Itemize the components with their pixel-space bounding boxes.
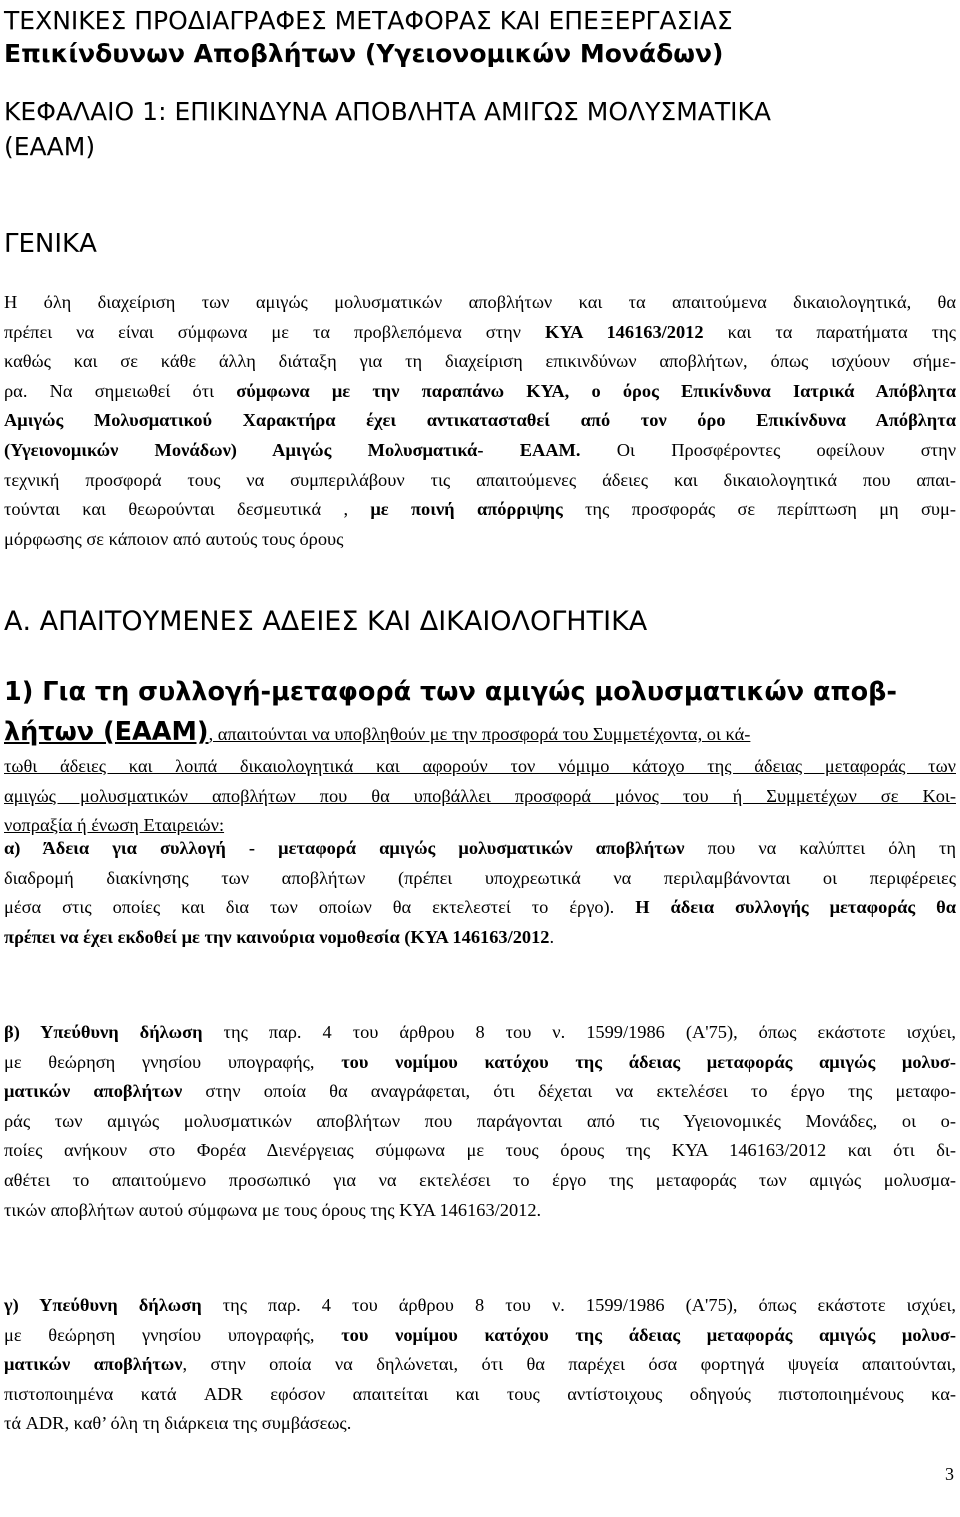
paragraph-line [4,377,956,407]
kya-reference: ΚΥΑ 146163/2012 [545,321,704,342]
paragraph-line [4,495,956,525]
paragraph-line [4,1291,956,1321]
paragraph-line: τά ADR, καθ’ όλη τη διάρκεια της συμβάσεως. [4,1413,352,1434]
paragraph-line [4,834,956,864]
text-run: της παρ. 4 του άρθρου 8 του ν. 1599/1986 (Α'75), όπως εκάστοτε ισχύει, [201,1295,956,1315]
paragraph-line: αμιγώς μολυσματικών αποβλήτων που θα υποβάλλει προσφορά μόνος του ή Συμμετέχων σε Κοι- [4,785,956,806]
paragraph-line: διαδρομή διακίνησης των αποβλήτων (πρέπει υποχρεωτικά να περιλαμβάνονται οι περιφέρειες [4,867,956,888]
text-run: , στην οποία να δηλώνεται, ότι θα παρέχει όσα φορτηγά ψυγεία απαιτούνται, [182,1354,956,1375]
document-title-line1: ΤΕΧΝΙΚΕΣ ΠΡΟΔΙΑΓΡΑΦΕΣ ΜΕΤΑΦΟΡΑΣ ΚΑΙ ΕΠΕΞΕΡΓΑΣΙΑΣ [4,6,733,35]
chapter-heading [4,94,956,164]
paragraph-line [4,1048,956,1078]
paragraph-line: πιστοποιημένα κατά ADR εφόσον απαιτείται και τους αντίστοιχους οδηγούς πιστοποιημένους κα- [4,1383,956,1404]
text-run: . [549,926,555,947]
chapter-heading-line1: ΚΕΦΑΛΑΙΟ 1: ΕΠΙΚΙΝΔΥΝΑ ΑΠΟΒΛΗΤΑ ΑΜΙΓΩΣ ΜΟΛΥΣΜΑΤΙΚΑ [4,97,772,126]
paragraph-line [4,1077,956,1107]
bold-text: του νομίμου κατόχου της άδειας μεταφοράς αμιγώς μολυσ- [341,1324,956,1345]
paragraph-line [4,525,956,555]
text-run: τούνται και θεωρούνται δεσμευτικά , [4,499,371,520]
paragraph-line [4,1018,956,1048]
item-b [4,1018,956,1225]
text-run: πρέπει να είναι σύμφωνα με τα προβλεπόμενα στην [4,321,546,342]
document-title-line2: Επικίνδυνων Αποβλήτων (Υγειονομικών Μονάδων) [4,39,724,68]
text-run: Η όλη διαχείριση των αμιγώς μολυσματικών αποβλήτων και τα απαιτούμενα δικαιολογητικά, θα [4,292,956,312]
bold-text: πρέπει να έχει εκδοθεί με την καινούρια νομοθεσία (ΚΥΑ 146163/2012 [4,926,550,947]
bold-text: (Υγειονομικών Μονάδων) Αμιγώς Μολυσματικά- ΕΑΑΜ. [4,439,581,460]
bold-text: Η άδεια συλλογής μεταφοράς θα [635,897,956,918]
paragraph-line [4,1321,956,1351]
text-run: καθώς και σε κάθε άλλη διάταξη για τη διαχείριση επικινδύνων αποβλήτων, όπως ισχύουν σήμε- [4,351,956,372]
paragraph-line [4,893,956,923]
paragraph-line: τωθι άδειες και λοιπά δικαιολογητικά και αφορούν τον νόμιμο κάτοχο της άδειας μεταφοράς των [4,756,956,776]
text-run: με θεώρηση γνησίου υπογραφής, [4,1324,342,1345]
paragraph-line [4,1350,956,1380]
paragraph-line: τικών αποβλήτων αυτού σύμφωνα με τους όρους της ΚΥΑ 146163/2012. [4,1199,542,1220]
paragraph-line [4,923,956,953]
item-c-title: γ) Υπεύθυνη δήλωση [4,1295,202,1315]
item-a [4,834,956,952]
chapter-heading-line2: (ΕΑΑΜ) [4,132,96,161]
general-paragraph [4,288,956,554]
text-run: μέσα στις οποίες και δια των οποίων θα εκτελεστεί το έργο). [4,897,636,918]
subsection-1 [4,672,956,841]
text-run: της προσφοράς σε περίπτωση μη συμ- [562,499,956,520]
section-a-heading: Α. ΑΠΑΙΤΟΥΜΕΝΕΣ ΑΔΕΙΕΣ ΚΑΙ ΔΙΚΑΙΟΛΟΓΗΤΙΚΑ [4,606,648,637]
text-run: μόρφωσης σε κάποιον από αυτούς τους όρους [4,528,344,549]
bold-text: ματικών αποβλήτων [4,1354,183,1375]
penalty-text: με ποινή απόρριψης [370,499,563,520]
item-b-title: β) Υπεύθυνη δήλωση [4,1022,203,1042]
bold-text: του νομίμου κατόχου της άδειας μεταφοράς αμιγώς μολυσ- [341,1051,956,1072]
paragraph-line [4,436,956,466]
general-heading: ΓΕΝΙΚΑ [4,229,97,259]
text-run: στην οποία θα αναγράφεται, ότι δέχεται να εκτελέσει το έργο της μεταφο- [182,1081,956,1102]
paragraph-line [4,406,956,436]
paragraph-line: ποίες ανήκουν στο Φορέα Διενέργειας σύμφωνα με τους όρους της ΚΥΑ 146163/2012 και ότι δι- [4,1140,956,1161]
paragraph-line [4,466,956,496]
paragraph-line: ράς των αμιγώς μολυσματικών αποβλήτων που παράγονται από τις Υγειονομικές Μονάδες, οι ο- [4,1110,956,1131]
bold-text: Αμιγώς Μολυσματικού Χαρακτήρα έχει αντικατασταθεί από τον όρο Επικίνδυνα Απόβλητα [4,410,956,431]
text-run: ρα. Να σημειωθεί ότι [4,380,237,401]
bold-text: ματικών αποβλήτων [4,1081,183,1102]
paragraph-line: νοπραξία ή ένωση Εταιρειών: [4,815,225,836]
subsection-1-heading-line2: λήτων (ΕΑΑΜ) [4,717,209,747]
text-run: Οι Προσφέροντες οφείλουν στην [580,439,957,460]
subsection-1-heading-line1: 1) Για τη συλλογή-μεταφορά των αμιγώς μολυσματικών αποβ- [4,677,897,707]
subsection-1-line-mixed [4,712,956,752]
subsection-1-body [4,752,956,841]
paragraph-line [4,318,956,348]
item-c [4,1291,956,1439]
text-run: της παρ. 4 του άρθρου 8 του ν. 1599/1986 (Α'75), όπως εκάστοτε ισχύει, [202,1022,956,1042]
text-run: τεχνική προσφορά τους να συμπεριλάβουν τις απαιτούμενες άδειες και δικαιολογητικά που απαι- [4,469,956,490]
text-run: και τα παρατήματα της [703,321,956,342]
subsection-1-text: , απαιτούνται να υποβληθούν με την προσφορά του Συμμετέχοντα, οι κά- [208,724,751,744]
text-run: με θεώρηση γνησίου υπογραφής, [4,1051,342,1072]
paragraph-line [4,347,956,377]
text-run: που να καλύπτει όλη τη [684,838,956,858]
bold-text: σύμφωνα με την παραπάνω ΚΥΑ, ο όρος Επικίνδυνα Ιατρικά Απόβλητα [236,380,956,401]
page-number: 3 [945,1464,954,1484]
paragraph-line: αθέτει το απαιτούμενο προσωπικό για να εκτελέσει το έργο της μεταφοράς των αμιγώς μολυσμα- [4,1169,956,1190]
paragraph-line [4,288,956,318]
item-a-title: α) Άδεια για συλλογή - μεταφορά αμιγώς μολυσματικών αποβλήτων [4,838,685,858]
